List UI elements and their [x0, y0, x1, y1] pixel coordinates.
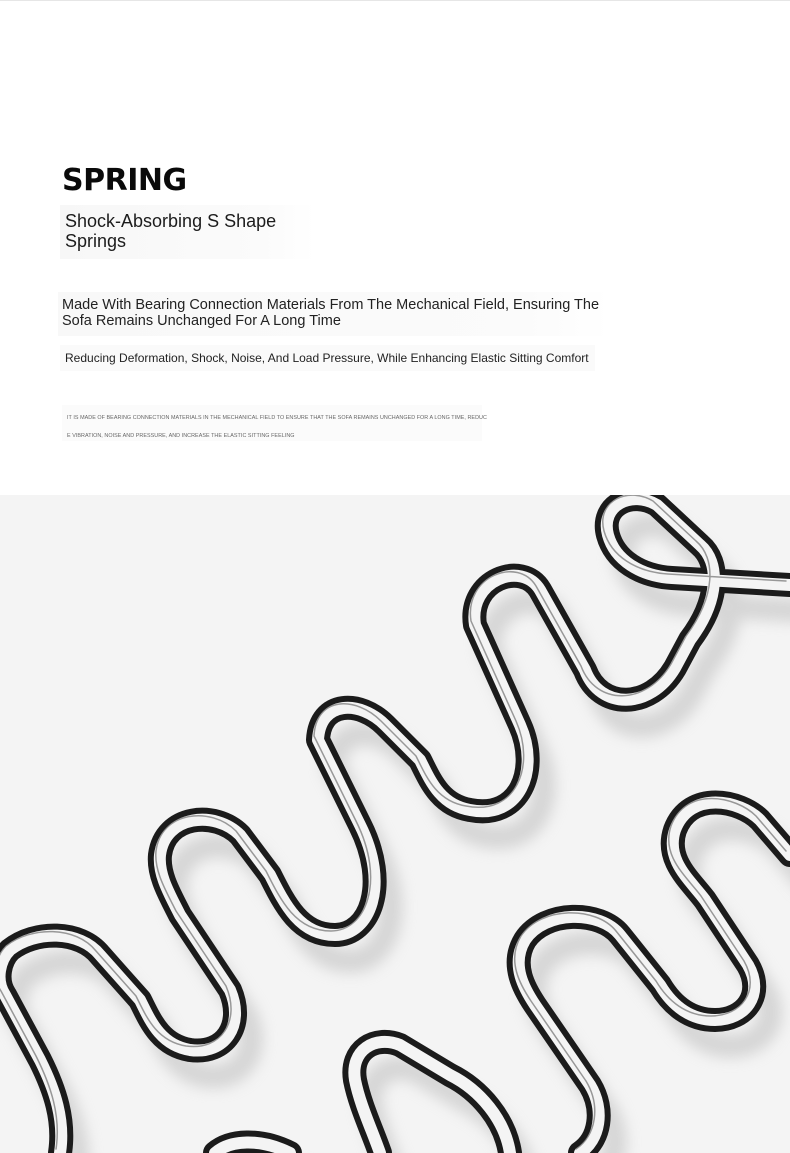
spring-feature-section — [0, 0, 790, 495]
fine-print: IT IS MADE OF BEARING CONNECTION MATERIALS IN THE MECHANICAL FIELD TO ENSURE THAT THE SOFA REMAINS UNCHANGED FOR A LONG TIME, REDUCE VIBRATION, NOISE AND PRESSURE, AND INCREASE THE ELASTIC SITTING FEELING — [67, 415, 487, 439]
spring-photo — [0, 495, 790, 1153]
section-title: SPRING — [62, 163, 187, 198]
top-divider — [0, 0, 790, 1]
feature-description: Made With Bearing Connection Materials From The Mechanical Field, Ensuring The Sofa Remains Unchanged For A Long Time — [62, 297, 600, 329]
s-spring-illustration — [0, 495, 790, 1153]
feature-sub-description: Reducing Deformation, Shock, Noise, And Load Pressure, While Enhancing Elastic Sitting Comfort — [65, 351, 589, 365]
section-subtitle: Shock-Absorbing S Shape Springs — [65, 211, 277, 251]
